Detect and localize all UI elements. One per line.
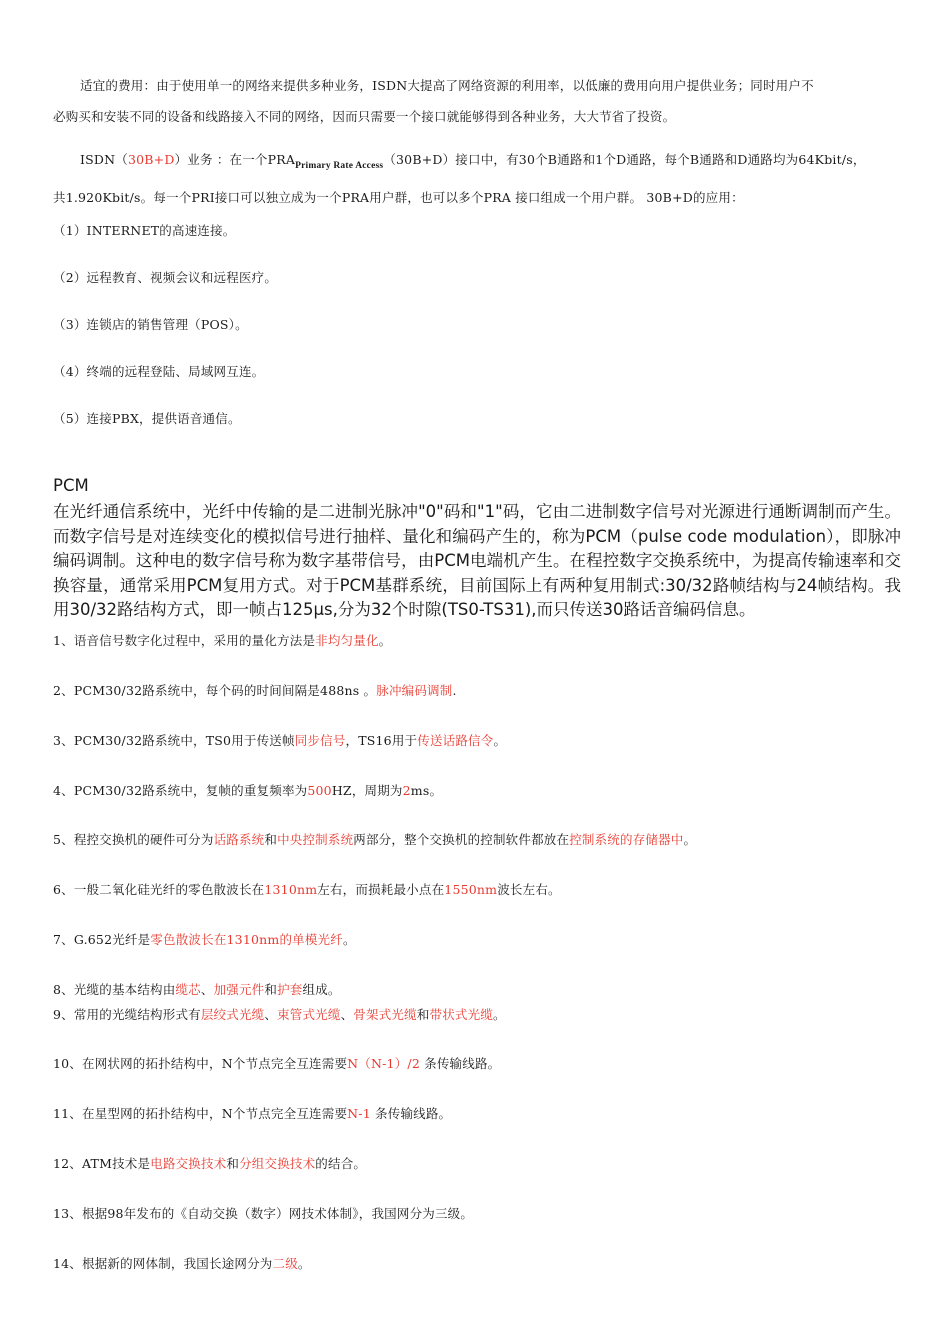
question-item [53, 1154, 366, 1172]
question-text: 5、程控交换机的硬件可分为 [53, 832, 214, 847]
section-title: PCM [53, 476, 89, 495]
highlighted-answer: 控制系统的存储器中 [569, 832, 684, 847]
question-text: 10、在网状网的拓扑结构中，N个节点完全互连需要 [53, 1056, 348, 1071]
question-item [53, 681, 457, 699]
highlighted-answer: 缆芯 [175, 982, 201, 997]
question-item [53, 1204, 473, 1222]
highlighted-answer: 非均匀量化 [315, 633, 379, 648]
question-text: 和 [264, 982, 278, 997]
question-text: 条传输线路。 [419, 1056, 501, 1071]
question-text: 。 [297, 1256, 311, 1271]
highlighted-answer: 1550nm [444, 882, 498, 897]
question-text: 条传输线路。 [370, 1106, 452, 1121]
question-text: 14、根据新的网体制，我国长途网分为 [53, 1256, 273, 1271]
application-item: （5）连接PBX，提供语音通信。 [53, 411, 241, 426]
highlighted-answer: N-1 [347, 1106, 371, 1121]
question-text: 组成。 [302, 982, 341, 997]
question-text: 4、PCM30/32路系统中，复帧的重复频率为 [53, 783, 308, 798]
question-text: ms。 [410, 783, 443, 798]
question-text: 2、PCM30/32路系统中，每个码的时间间隔是488ns 。 [53, 683, 377, 698]
question-item [53, 1005, 506, 1023]
highlighted-answer: 二级 [272, 1256, 298, 1271]
question-text: 3、PCM30/32路系统中，TS0用于传送帧 [53, 733, 295, 748]
question-text: 12、ATM技术是 [53, 1156, 151, 1171]
isdn-highlight: 30B+D [127, 152, 175, 167]
highlighted-answer: 500 [307, 783, 332, 798]
highlighted-answer: 电路交换技术 [150, 1156, 227, 1171]
question-item [53, 731, 506, 749]
highlighted-answer: 带状式光缆 [429, 1007, 494, 1022]
paragraph-cost-line2: 必购买和安装不同的设备和线路接入不同的网络，因而只需要一个接口就能够得到各种业务，大大节省了投资。 [53, 109, 676, 124]
question-text: 。 [378, 633, 392, 648]
paragraph-cost-line1: 适宜的费用：由于使用单一的网络来提供多种业务，ISDN大提高了网络资源的利用率，以低廉的费用向用户提供业务；同时用户不 [80, 78, 814, 93]
question-text: 7、G.652光纤是 [53, 932, 151, 947]
question-text: 1、语音信号数字化过程中，采用的量化方法是 [53, 633, 316, 648]
question-text: 和 [416, 1007, 430, 1022]
highlighted-answer: 分组交换技术 [239, 1156, 316, 1171]
question-item [53, 830, 696, 848]
question-text: 、 [340, 1007, 354, 1022]
question-text: 11、在星型网的拓扑结构中，N个节点完全互连需要 [53, 1106, 348, 1121]
isdn-text-b: ）业务 ：在一个PRA [174, 152, 296, 167]
isdn-text-a: ISDN（ [80, 152, 128, 167]
question-text: 13、根据98年发布的《自动交换（数字）网技术体制》，我国网分为三级。 [53, 1206, 474, 1221]
paragraph-cost [53, 70, 903, 132]
highlighted-answer: 1310nm [264, 882, 318, 897]
highlighted-answer: 同步信号 [294, 733, 346, 748]
question-text: 8、光缆的基本结构由 [53, 982, 176, 997]
question-text: 、 [200, 982, 214, 997]
highlighted-answer: N（N-1）/2 [347, 1056, 420, 1071]
highlighted-answer: 束管式光缆 [277, 1007, 341, 1022]
highlighted-answer: 脉冲编码调制 [376, 683, 453, 698]
question-text: 两部分，整个交换机的控制软件都放在 [353, 832, 570, 847]
paragraph-isdn-line2: 共1.920Kbit/s。每一个PRI接口可以独立成为一个PRA用户群，也可以多个PRA 接口组成一个用户群。 30B+D的应用： [53, 190, 744, 205]
highlighted-answer: 层绞式光缆 [200, 1007, 265, 1022]
pcm-paragraph: 在光纤通信系统中，光纤中传输的是二进制光脉冲"0"码和"1"码，它由二进制数字信号对光源进行通断调制而产生。而数字信号是对连续变化的模拟信号进行抽样、量化和编码产生的，称为PCM（pulse code modulation），即脉冲编码调制。这种电的数字信号称为数字基带信号，由PCM电端机产生。在程控数字交换系统中，为提高传输速率和交换容量，通常采用PCM复用方式。对于PCM基群系统，目前国际上有两种复用制式:30/32路帧结构与24帧结构。我用30/32路结构方式，即一帧占125μs,分为32个时隙(TS0-TS31),而只传送30路话音编码信息。 [53, 502, 901, 619]
application-item: （2）远程教育、视频会议和远程医疗。 [53, 270, 278, 285]
highlighted-answer: 加强元件 [213, 982, 265, 997]
question-text: 。 [683, 832, 697, 847]
highlighted-answer: 护套 [277, 982, 303, 997]
question-item [53, 980, 341, 998]
question-text: 和 [264, 832, 278, 847]
highlighted-answer: 骨架式光缆 [353, 1007, 417, 1022]
question-item [53, 781, 442, 799]
highlighted-answer: 2 [402, 783, 411, 798]
question-text: ，TS16用于 [345, 733, 418, 748]
question-text: 、 [264, 1007, 278, 1022]
question-text: 和 [226, 1156, 240, 1171]
question-item [53, 1054, 500, 1072]
question-item [53, 1104, 451, 1122]
question-text: 9、常用的光缆结构形式有 [53, 1007, 201, 1022]
application-item: （1）INTERNET的高速连接。 [53, 223, 236, 238]
highlighted-answer: 传送话路信令 [417, 733, 494, 748]
highlighted-answer: 话路系统 [213, 832, 265, 847]
question-text: 的结合。 [315, 1156, 367, 1171]
pra-subscript: Primary Rate Access [295, 161, 384, 171]
application-item: （4）终端的远程登陆、局域网互连。 [53, 364, 265, 379]
question-item [53, 1254, 311, 1272]
question-text: 6、一般二氧化硅光纤的零色散波长在 [53, 882, 265, 897]
question-text: HZ，周期为 [331, 783, 403, 798]
question-item [53, 880, 561, 898]
question-text: 。 [493, 733, 507, 748]
question-text: . [452, 683, 457, 698]
question-item [53, 930, 356, 948]
question-item [53, 631, 391, 649]
question-text: 。 [342, 932, 356, 947]
highlighted-answer: 零色散波长在1310nm的单模光纤 [150, 932, 343, 947]
isdn-text-c: （30B+D）接口中，有30个B通路和1个D通路，每个B通路和D通路均为64Kbit/s， [383, 152, 866, 167]
question-text: 。 [493, 1007, 506, 1022]
highlighted-answer: 中央控制系统 [277, 832, 354, 847]
application-item: （3）连锁店的销售管理（POS）。 [53, 317, 248, 332]
paragraph-isdn-pra [53, 144, 903, 213]
paragraph-isdn-line1 [53, 144, 903, 182]
question-text: 左右，而损耗最小点在 [317, 882, 445, 897]
question-text: 波长左右。 [497, 882, 561, 897]
